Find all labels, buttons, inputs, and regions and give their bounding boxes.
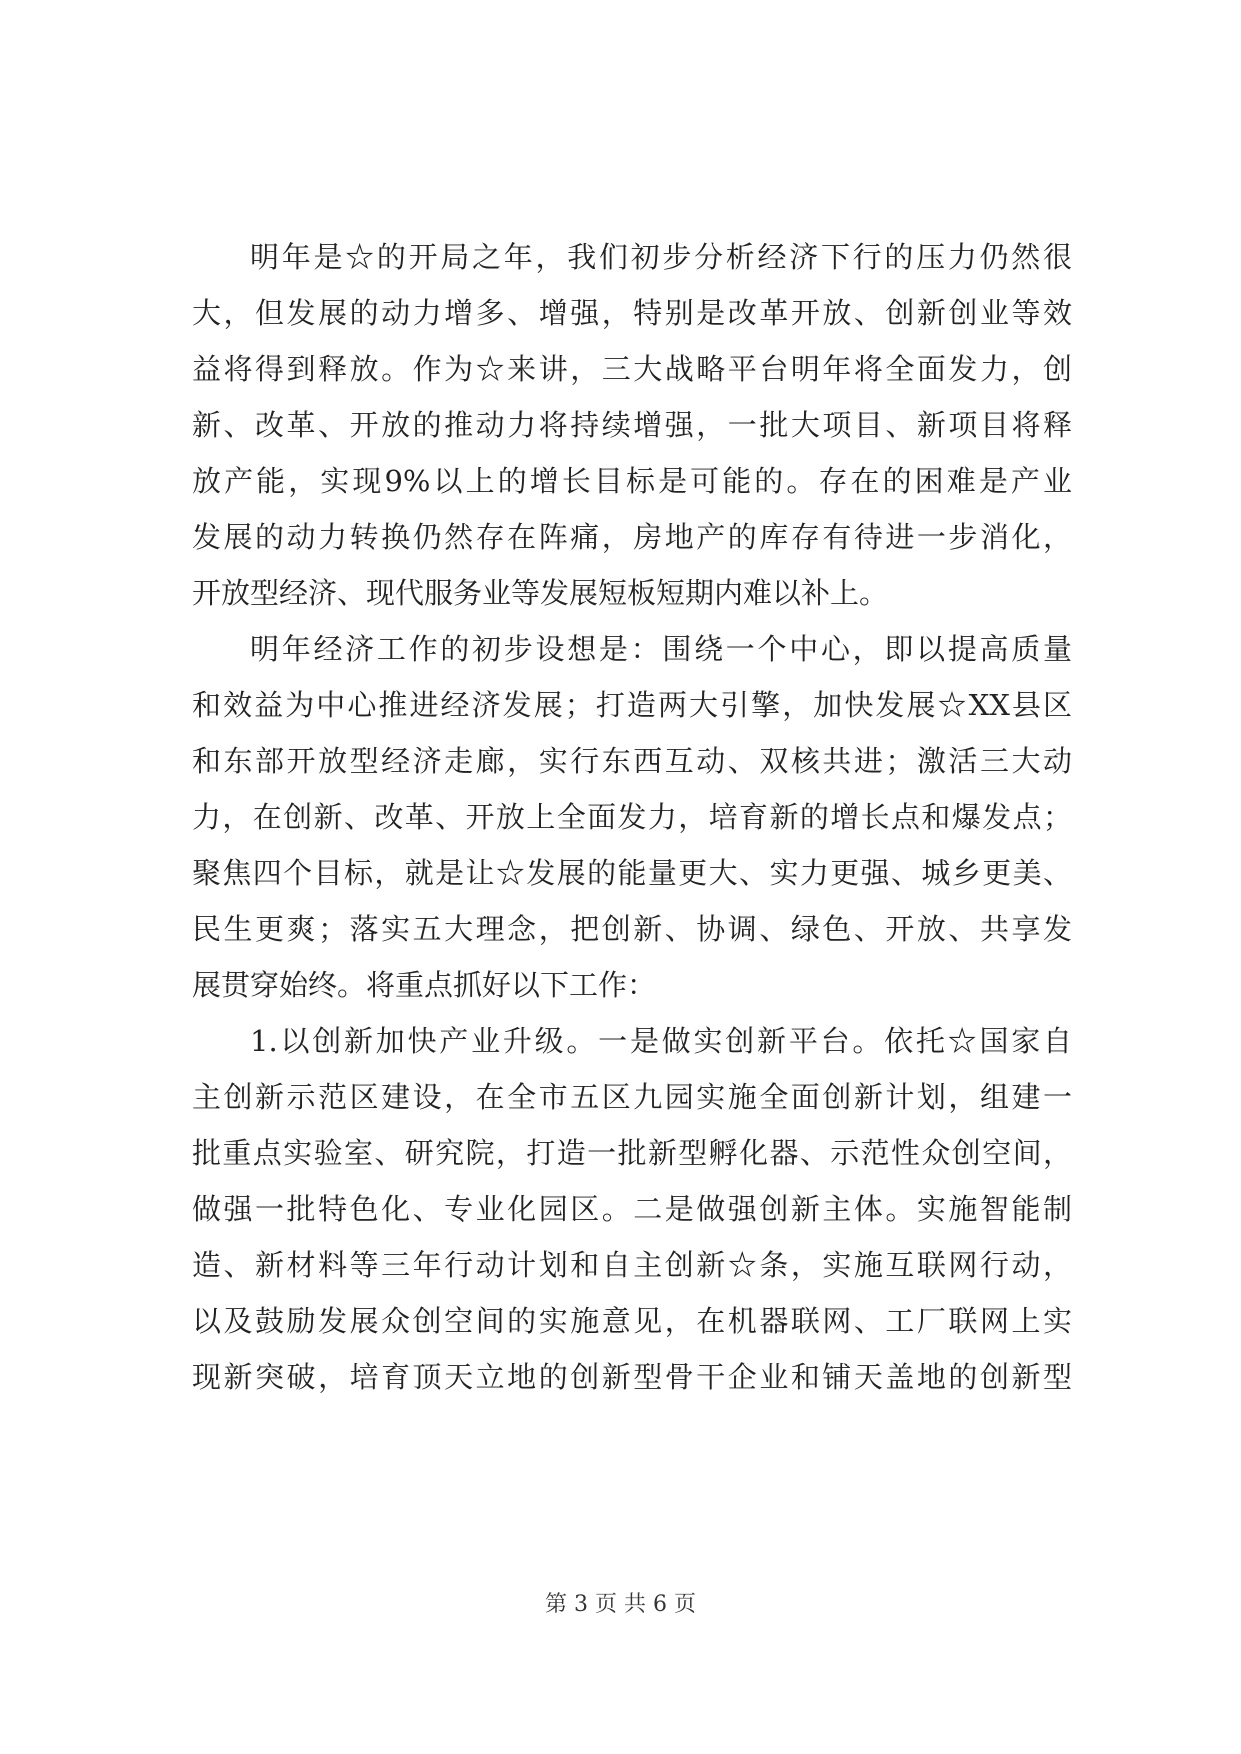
page-footer	[0, 1587, 1241, 1618]
text-line: 明年经济工作的初步设想是：围绕一个中心，即以提高质量	[250, 632, 1072, 666]
text-line: 力，在创新、改革、开放上全面发力，培育新的增长点和爆发点；	[192, 800, 1072, 834]
text-line: 批重点实验室、研究院，打造一批新型孵化器、示范性众创空间，	[192, 1136, 1072, 1170]
text-line: 主创新示范区建设，在全市五区九园实施全面创新计划，组建一	[192, 1080, 1072, 1114]
text-line: 益将得到释放。作为☆来讲，三大战略平台明年将全面发力，创	[192, 352, 1072, 386]
text-line: 造、新材料等三年行动计划和自主创新☆条，实施互联网行动，	[192, 1248, 1072, 1282]
text-line: 1.以创新加快产业升级。一是做实创新平台。依托☆国家自	[250, 1024, 1072, 1058]
text-line: 发展的动力转换仍然存在阵痛，房地产的库存有待进一步消化，	[192, 520, 1072, 554]
text-line: 和东部开放型经济走廊，实行东西互动、双核共进；激活三大动	[192, 744, 1072, 778]
text-line: 聚焦四个目标，就是让☆发展的能量更大、实力更强、城乡更美、	[192, 856, 1072, 890]
text-line: 和效益为中心推进经济发展；打造两大引擎，加快发展☆XX县区	[192, 688, 1072, 722]
text-line: 明年是☆的开局之年，我们初步分析经济下行的压力仍然很	[250, 240, 1072, 274]
paragraph-1	[192, 229, 1072, 621]
paragraph-3	[192, 1013, 1072, 1405]
document-body	[192, 229, 1072, 1405]
text-line: 以及鼓励发展众创空间的实施意见，在机器联网、工厂联网上实	[192, 1304, 1072, 1338]
text-line: 做强一批特色化、专业化园区。二是做强创新主体。实施智能制	[192, 1192, 1072, 1226]
text-line: 展贯穿始终。将重点抓好以下工作：	[192, 968, 657, 1002]
text-line: 放产能，实现9%以上的增长目标是可能的。存在的困难是产业	[192, 464, 1072, 498]
page-number-label: 第 3 页 共 6 页	[545, 1592, 696, 1617]
text-line: 开放型经济、现代服务业等发展短板短期内难以补上。	[192, 576, 889, 610]
text-line: 现新突破，培育顶天立地的创新型骨干企业和铺天盖地的创新型	[192, 1360, 1072, 1394]
paragraph-2	[192, 621, 1072, 1013]
text-line: 民生更爽；落实五大理念，把创新、协调、绿色、开放、共享发	[192, 912, 1072, 946]
text-line: 新、改革、开放的推动力将持续增强，一批大项目、新项目将释	[192, 408, 1072, 442]
text-line: 大，但发展的动力增多、增强，特别是改革开放、创新创业等效	[192, 296, 1072, 330]
